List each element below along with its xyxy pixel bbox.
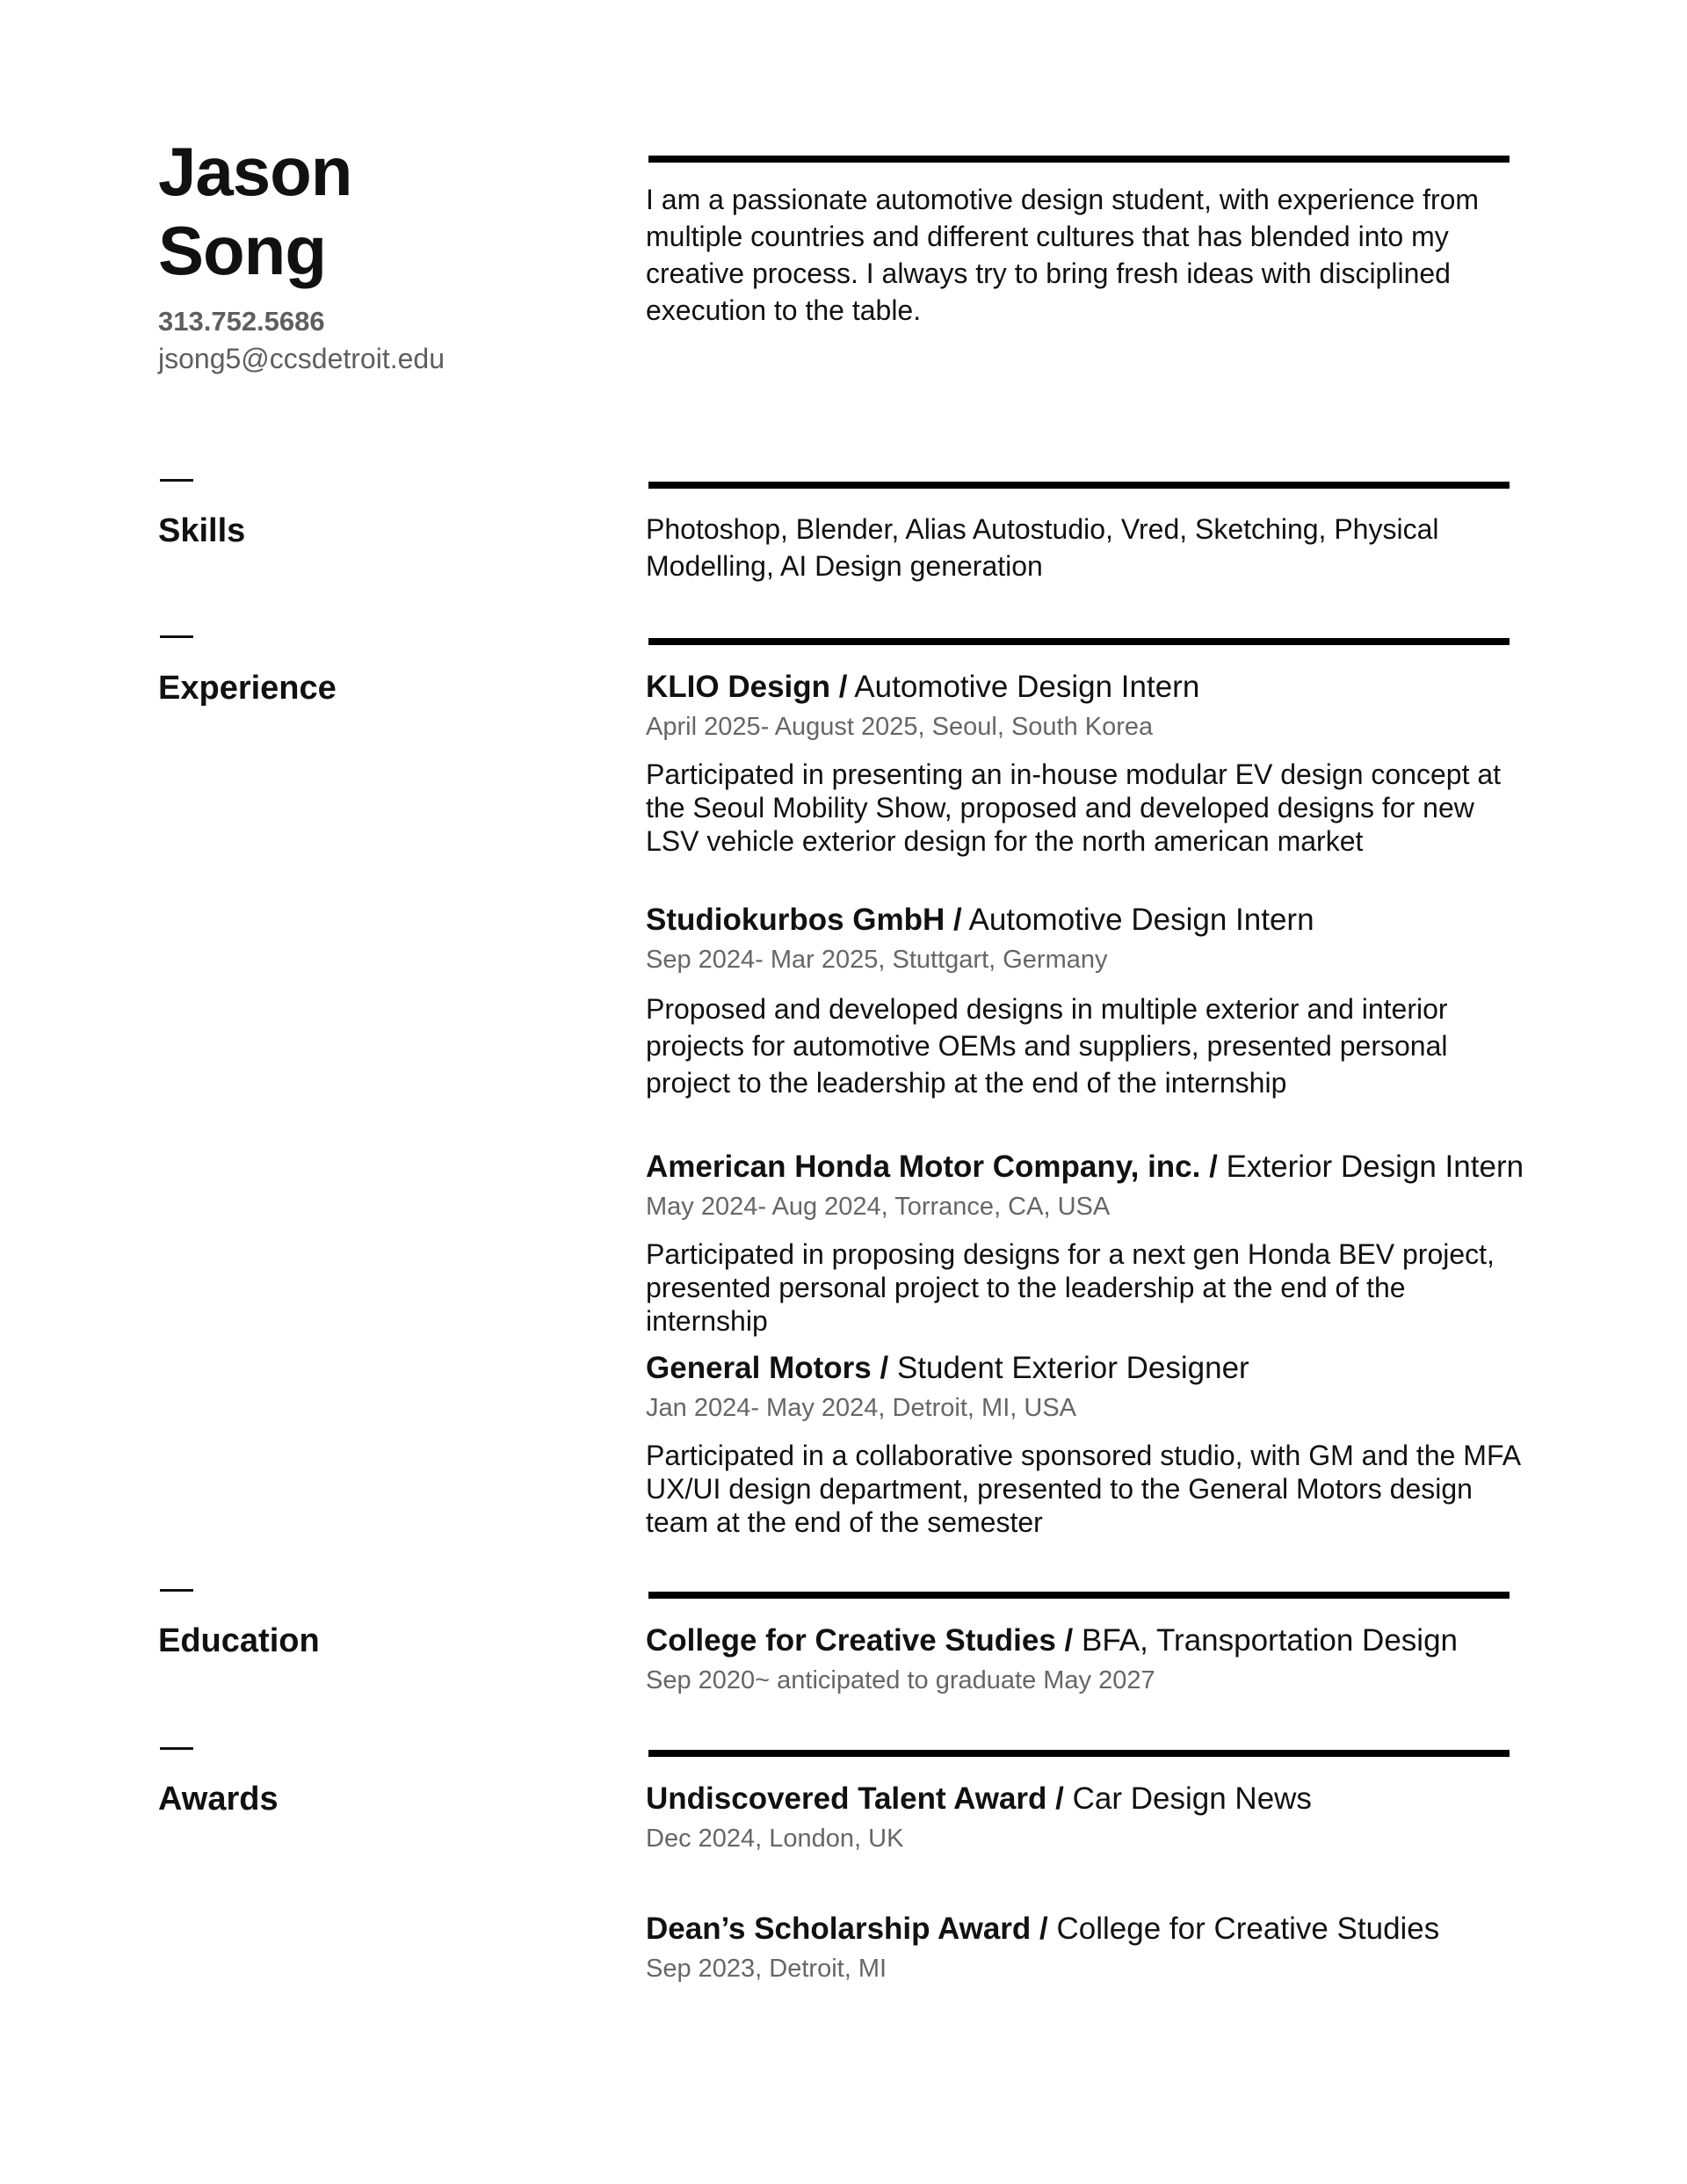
- entry-heading: [646, 1910, 1524, 1948]
- entry-org: College for Creative Studies: [646, 1623, 1056, 1658]
- entry-meta: Sep 2024- Mar 2025, Stuttgart, Germany: [646, 946, 1108, 974]
- candidate-name: [158, 132, 597, 290]
- entry-meta: Sep 2023, Detroit, MI: [646, 1955, 887, 1983]
- experience-title: Experience: [158, 670, 337, 707]
- entry-meta: Jan 2024- May 2024, Detroit, MI, USA: [646, 1394, 1076, 1422]
- entry-meta: Dec 2024, London, UK: [646, 1825, 904, 1853]
- entry-meta: May 2024- Aug 2024, Torrance, CA, USA: [646, 1193, 1111, 1221]
- experience-entry: [646, 668, 1524, 858]
- skills-rule: [648, 482, 1510, 489]
- entry-org: General Motors: [646, 1351, 872, 1385]
- entry-separator: /: [880, 1351, 889, 1385]
- awards-rule: [648, 1750, 1510, 1757]
- first-name: Jason: [158, 133, 352, 210]
- entry-role: Exterior Design Intern: [1226, 1150, 1524, 1184]
- entry-heading: [646, 901, 1524, 940]
- entry-role: Student Exterior Designer: [896, 1351, 1249, 1385]
- phone-number: 313.752.5686: [158, 306, 325, 337]
- entry-org: Dean’s Scholarship Award: [646, 1912, 1032, 1946]
- entry-role: BFA, Transportation Design: [1082, 1623, 1458, 1658]
- skills-title: Skills: [158, 512, 246, 549]
- experience-rule: [648, 638, 1510, 645]
- experience-entry: [646, 1148, 1524, 1338]
- award-entry: [646, 1910, 1524, 1985]
- entry-heading: [646, 1148, 1524, 1186]
- entry-separator: /: [1064, 1623, 1074, 1658]
- entry-role: Automotive Design Intern: [854, 670, 1200, 704]
- education-dash: [160, 1589, 193, 1592]
- intro-summary: I am a passionate automotive design student, with experience from multiple countries and different cultures that has blended into my creative process. I always try to bring fresh ideas with disciplined execution to the table.: [646, 184, 1480, 326]
- education-entry: [646, 1622, 1524, 1697]
- experience-entry: [646, 1349, 1524, 1539]
- entry-separator: /: [1039, 1912, 1048, 1946]
- entry-separator: /: [1055, 1781, 1064, 1816]
- entry-meta: Sep 2020~ anticipated to graduate May 2027: [646, 1666, 1155, 1694]
- entry-description: Proposed and developed designs in multiple exterior and interior projects for automotive OEMs and suppliers, presented personal project to the leadership at the end of the internship: [646, 993, 1448, 1099]
- last-name: Song: [158, 212, 326, 289]
- email-address: jsong5@ccsdetroit.edu: [158, 343, 445, 374]
- entry-heading: [646, 1349, 1524, 1388]
- entry-separator: /: [953, 903, 962, 937]
- entry-org: American Honda Motor Company, inc.: [646, 1150, 1201, 1184]
- award-entry: [646, 1780, 1524, 1855]
- entry-role: College for Creative Studies: [1056, 1912, 1440, 1946]
- intro-rule: [648, 156, 1510, 163]
- entry-meta: April 2025- August 2025, Seoul, South Korea: [646, 713, 1154, 741]
- education-rule: [648, 1592, 1510, 1599]
- awards-title: Awards: [158, 1781, 279, 1818]
- entry-separator: /: [838, 670, 848, 704]
- entry-description: Participated in proposing designs for a next gen Honda BEV project, presented personal project to the leadership at the end of the internship: [646, 1238, 1495, 1337]
- awards-dash: [160, 1747, 193, 1750]
- entry-role: Automotive Design Intern: [968, 903, 1314, 937]
- entry-description: Participated in a collaborative sponsored studio, with GM and the MFA UX/UI design department, presented to the General Motors design team at the end of the semester: [646, 1440, 1520, 1538]
- skills-text: Photoshop, Blender, Alias Autostudio, Vred, Sketching, Physical Modelling, AI Design generation: [646, 513, 1439, 582]
- entry-org: Studiokurbos GmbH: [646, 903, 945, 937]
- entry-org: KLIO Design: [646, 670, 831, 704]
- entry-heading: [646, 1780, 1524, 1818]
- skills-dash: [160, 479, 193, 482]
- entry-role: Car Design News: [1072, 1781, 1312, 1816]
- entry-heading: [646, 668, 1524, 707]
- entry-description: Participated in presenting an in-house modular EV design concept at the Seoul Mobility Show, proposed and developed designs for new LSV vehicle exterior design for the north american market: [646, 758, 1502, 857]
- education-title: Education: [158, 1622, 320, 1659]
- entry-heading: [646, 1622, 1524, 1660]
- experience-entry: [646, 901, 1524, 1101]
- entry-org: Undiscovered Talent Award: [646, 1781, 1047, 1816]
- entry-separator: /: [1209, 1150, 1218, 1184]
- experience-dash: [160, 635, 193, 638]
